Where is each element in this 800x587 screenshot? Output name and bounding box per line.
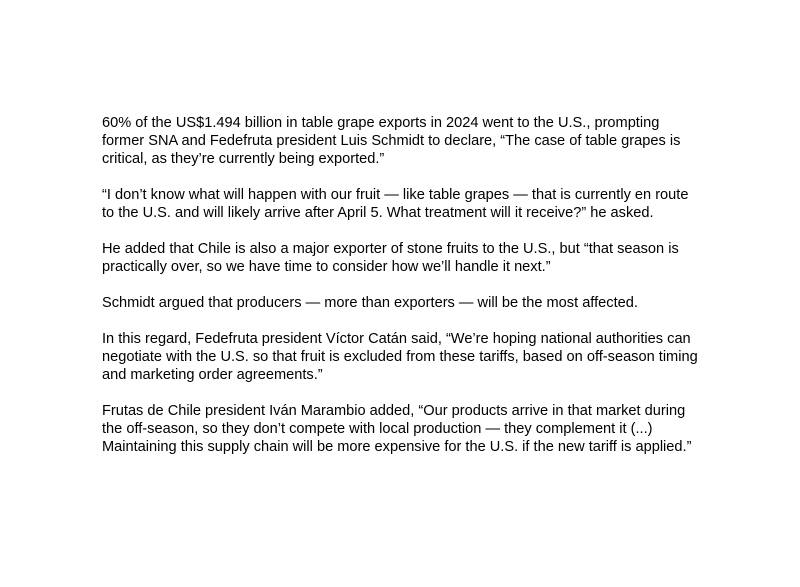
article-body — [102, 114, 702, 474]
paragraph-producers-affected: Schmidt argued that producers — more than exporters — will be the most affected. — [102, 295, 638, 311]
paragraph-marambio-quote: Frutas de Chile president Iván Marambio added, “Our products arrive in that market during the off-season, so they don’t compete with local production — they complement it (...) Maintaining this supply chain will be more expensive for the U.S. if the new tariff is applied.” — [102, 403, 692, 455]
paragraph-catan-quote: In this regard, Fedefruta president Víctor Catán said, “We’re hoping national authorities can negotiate with the U.S. so that fruit is excluded from these tariffs, based on off-season timing and marketing order agreements.” — [102, 331, 698, 383]
paragraph-table-grape-exports: 60% of the US$1.494 billion in table grape exports in 2024 went to the U.S., prompting former SNA and Fedefruta president Luis Schmidt to declare, “The case of table grapes is critical, as they’re currently being exported.” — [102, 115, 681, 167]
paragraph-fruit-en-route: “I don’t know what will happen with our fruit — like table grapes — that is currently en route to the U.S. and will likely arrive after April 5. What treatment will it receive?” he asked. — [102, 187, 689, 221]
paragraph-stone-fruits: He added that Chile is also a major exporter of stone fruits to the U.S., but “that season is practically over, so we have time to consider how we’ll handle it next.” — [102, 241, 679, 275]
